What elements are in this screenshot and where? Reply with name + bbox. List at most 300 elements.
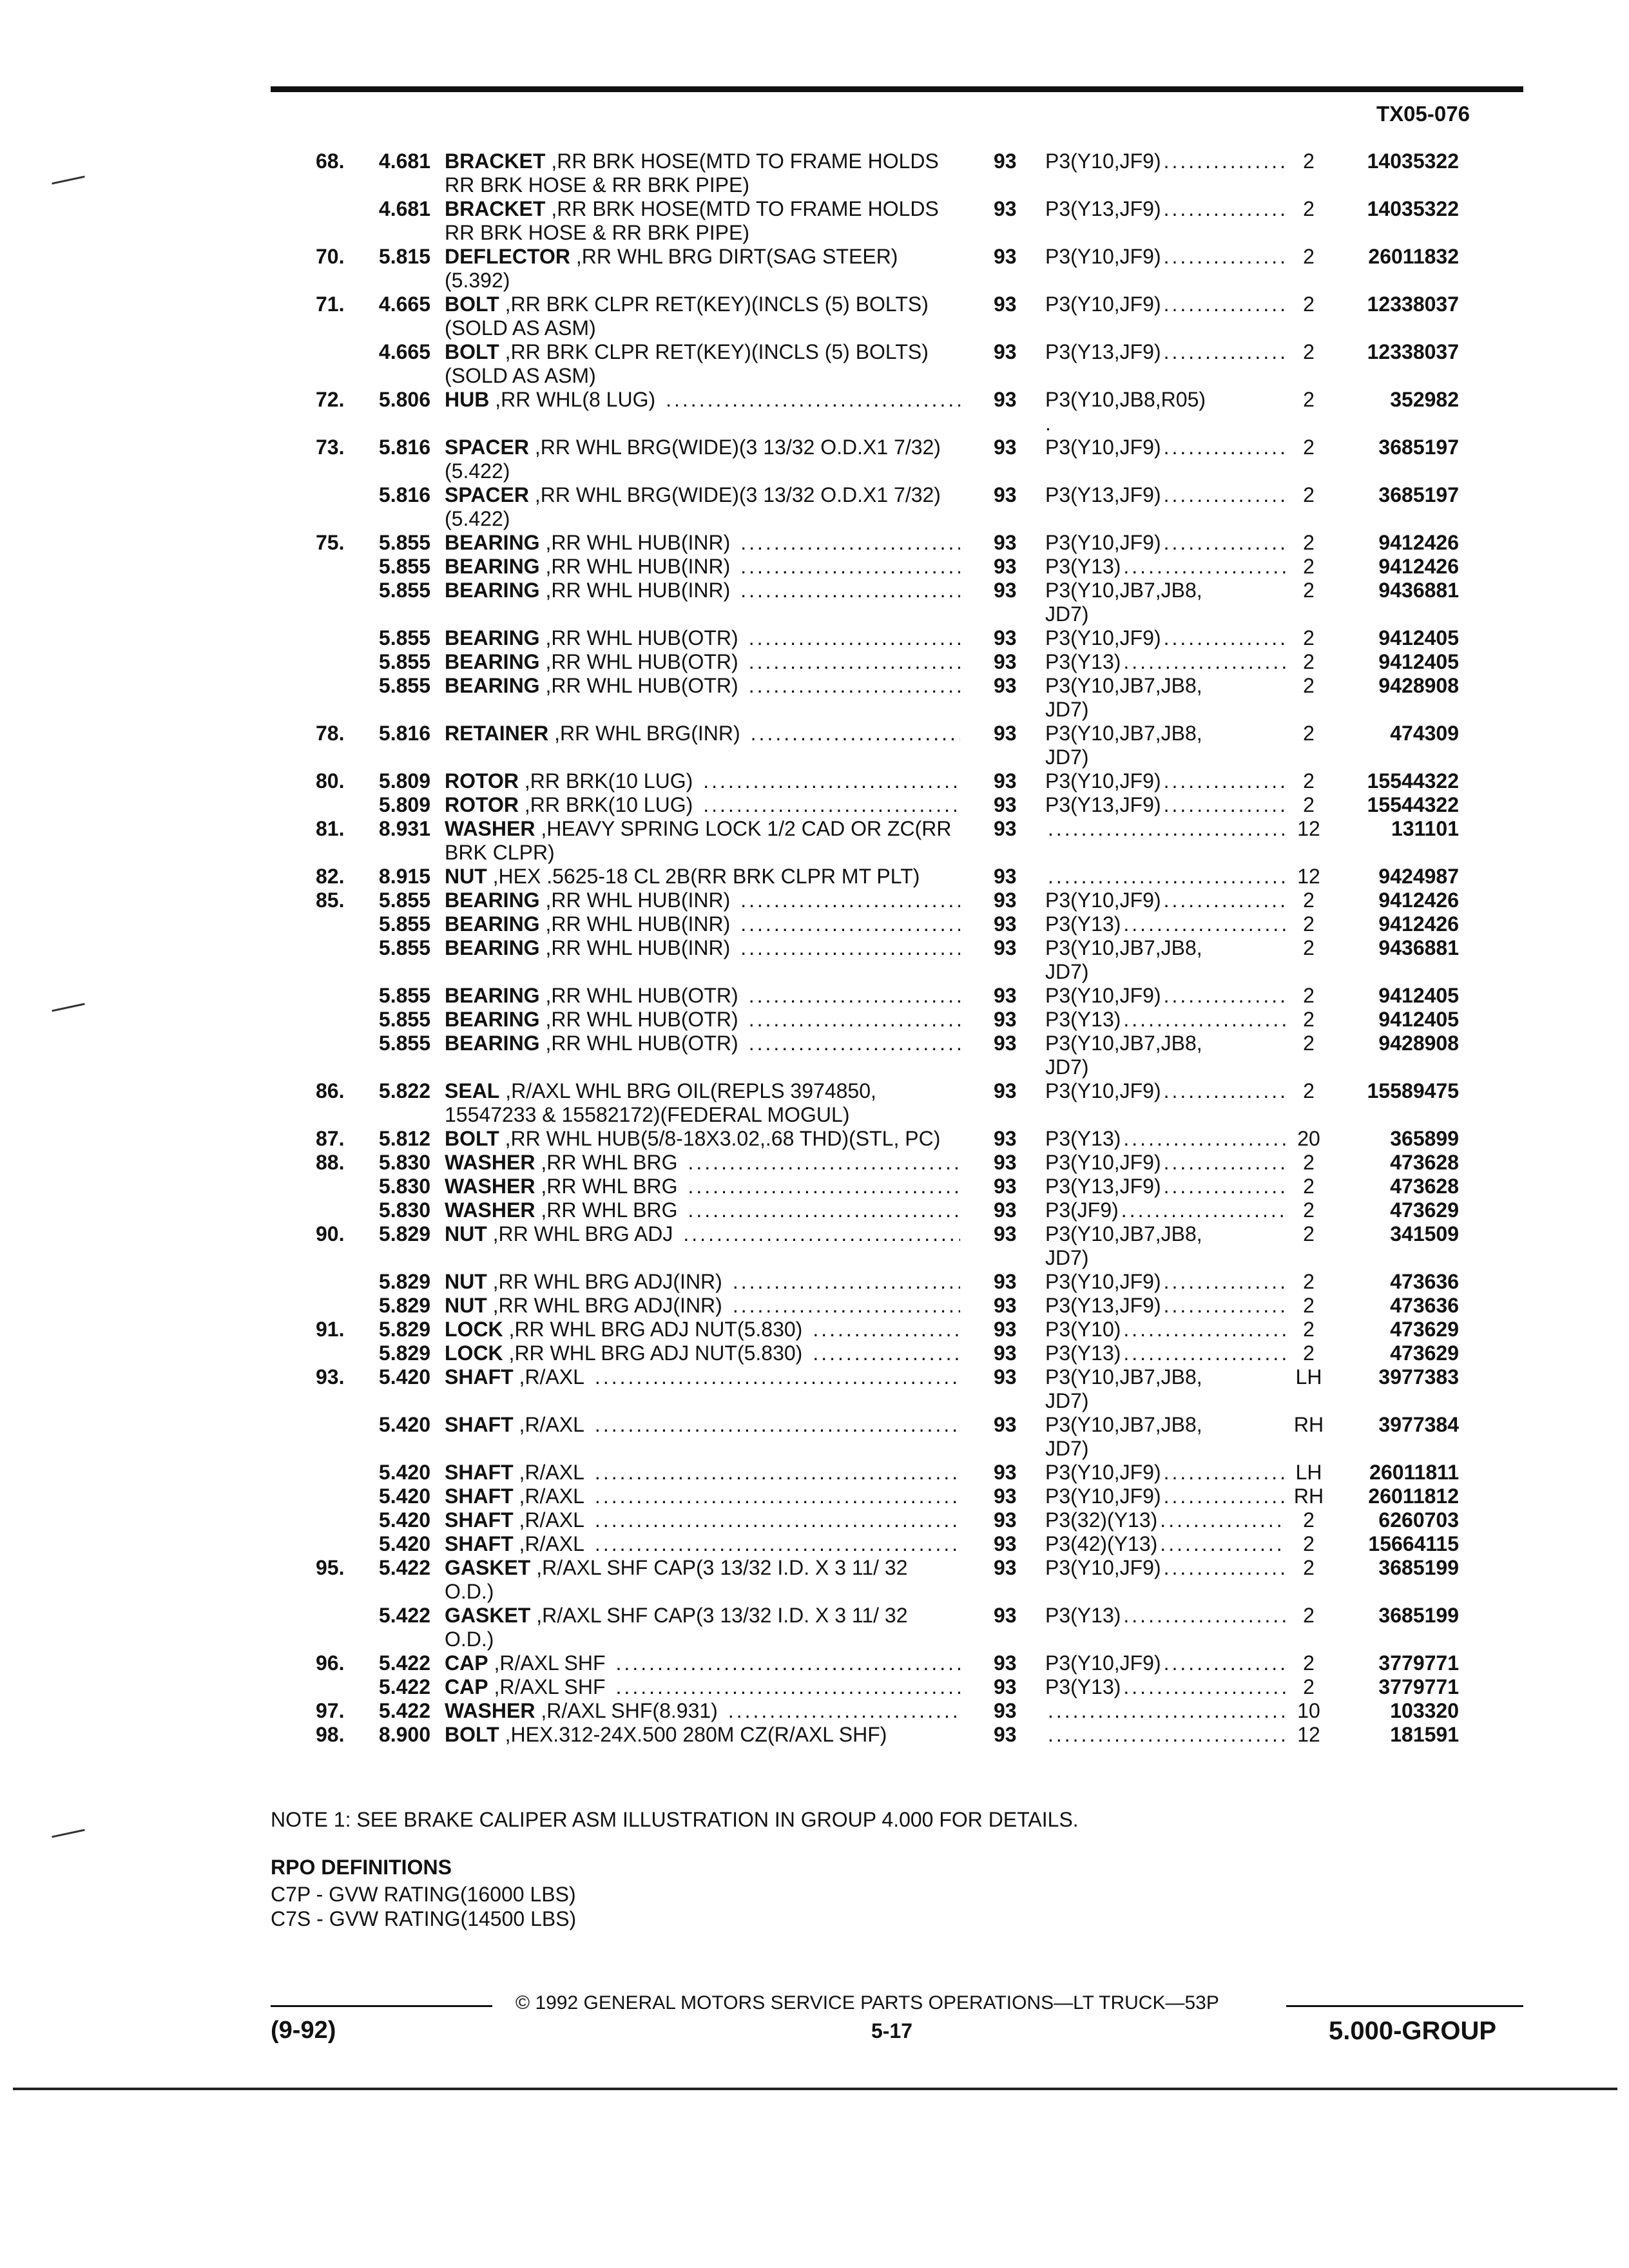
- usage: [1045, 1604, 1286, 1628]
- usage: [1045, 1151, 1286, 1175]
- model-year: 93: [994, 722, 1017, 745]
- group-number: 5.809: [378, 769, 430, 793]
- part-name: WASHER: [445, 1198, 535, 1222]
- parts-row: [271, 912, 1523, 936]
- usage: [1045, 1485, 1286, 1508]
- part-detail: ,R/AXL: [513, 1532, 584, 1555]
- description: [445, 1008, 994, 1032]
- usage: [1045, 436, 1286, 459]
- model-year: 93: [994, 1222, 1017, 1245]
- bottom-rule: [13, 2088, 1617, 2090]
- model-year: 93: [994, 1485, 1017, 1508]
- leader-dots: [1164, 483, 1286, 507]
- model-year: 93: [994, 626, 1017, 649]
- description: [445, 936, 994, 960]
- leader-dots: [1164, 793, 1286, 817]
- leader-dots: [728, 1699, 960, 1723]
- quantity: 2: [1303, 889, 1315, 912]
- leader-dots: [1164, 1270, 1286, 1294]
- description: [445, 1222, 994, 1246]
- item-number: 97.: [316, 1699, 345, 1722]
- quantity: 2: [1303, 293, 1315, 316]
- usage-code: P3(Y10,JF9): [1045, 1079, 1161, 1102]
- quantity: 2: [1303, 1032, 1315, 1055]
- leader-dots: [1048, 1699, 1286, 1723]
- description: [445, 674, 994, 698]
- quantity: 2: [1303, 1556, 1315, 1579]
- part-name: WASHER: [445, 817, 535, 840]
- usage: [1045, 1270, 1286, 1294]
- model-year: 93: [994, 1413, 1017, 1436]
- leader-dots: [1164, 1151, 1286, 1175]
- part-detail: ,R/AXL WHL BRG OIL(REPLS 3974850, 15547233 & 15582172)(FEDERAL MOGUL): [445, 1079, 876, 1126]
- part-number: 9412405: [1378, 626, 1459, 649]
- quantity: 2: [1303, 245, 1315, 268]
- part-number: 14035322: [1367, 149, 1459, 173]
- part-number: 9436881: [1378, 936, 1459, 959]
- part-detail: ,RR WHL HUB(INR): [539, 889, 731, 912]
- usage-code: P3(32)(Y13): [1045, 1508, 1158, 1532]
- group-number: 5.855: [378, 531, 430, 554]
- usage-code: P3(Y10,JF9): [1045, 1556, 1161, 1579]
- model-year: 93: [994, 865, 1017, 888]
- item-number: 75.: [316, 531, 345, 554]
- group-number: 5.855: [378, 674, 430, 697]
- usage: [1045, 531, 1286, 555]
- usage-code: P3(Y10,JF9): [1045, 1270, 1161, 1293]
- part-name: SHAFT: [445, 1413, 514, 1436]
- description: [445, 865, 994, 889]
- usage-code: P3(Y13): [1045, 555, 1121, 578]
- part-detail: ,RR WHL HUB(OTR): [539, 626, 738, 649]
- group-number: 5.855: [378, 555, 430, 578]
- parts-row: [271, 436, 1523, 483]
- parts-row: [271, 1532, 1523, 1556]
- parts-row: [271, 1485, 1523, 1508]
- leader-dots: [1164, 1485, 1286, 1508]
- model-year: 93: [994, 531, 1017, 554]
- part-detail: ,RR WHL HUB(INR): [539, 531, 731, 554]
- usage: [1045, 1651, 1286, 1675]
- quantity: 2: [1303, 1508, 1315, 1532]
- quantity: 2: [1303, 912, 1315, 936]
- quantity: 2: [1303, 1318, 1315, 1341]
- quantity: 2: [1303, 1651, 1315, 1675]
- leader-dots: [1123, 1318, 1286, 1341]
- part-number: 15589475: [1367, 1079, 1459, 1102]
- usage-code: P3(Y10,JF9): [1045, 1485, 1161, 1508]
- quantity: 2: [1303, 650, 1315, 673]
- quantity: 2: [1303, 579, 1315, 602]
- description: [445, 293, 994, 340]
- description: [445, 1365, 994, 1389]
- description: [445, 1675, 994, 1699]
- description: [445, 626, 994, 650]
- usage-code: P3(Y10,JF9): [1045, 293, 1161, 316]
- part-name: BEARING: [445, 555, 540, 578]
- description: [445, 1151, 994, 1175]
- group-number: 5.830: [378, 1151, 430, 1174]
- parts-row: [271, 722, 1523, 769]
- usage: [1045, 817, 1286, 841]
- leader-dots: [1164, 1079, 1286, 1103]
- group-number: 5.420: [378, 1532, 430, 1555]
- model-year: 93: [994, 1008, 1017, 1031]
- part-detail: ,RR WHL HUB(INR): [539, 936, 731, 959]
- model-year: 93: [994, 817, 1017, 840]
- part-detail: ,RR BRK HOSE(MTD TO FRAME HOLDS RR BRK HOSE & RR BRK PIPE): [445, 197, 939, 244]
- part-name: BOLT: [445, 1723, 499, 1746]
- parts-row: [271, 1294, 1523, 1318]
- group-number: 5.855: [378, 1008, 430, 1031]
- usage: [1045, 889, 1286, 912]
- part-name: BOLT: [445, 1127, 499, 1150]
- part-number: 341509: [1390, 1222, 1459, 1245]
- item-number: 98.: [316, 1723, 345, 1746]
- part-detail: ,RR WHL BRG: [535, 1198, 678, 1222]
- usage: [1045, 1198, 1286, 1222]
- usage: [1045, 1079, 1286, 1103]
- model-year: 93: [994, 793, 1017, 816]
- parts-row: [271, 1675, 1523, 1699]
- usage: [1045, 865, 1286, 889]
- part-name: ROTOR: [445, 769, 519, 793]
- description: [445, 531, 994, 555]
- top-rule: [271, 86, 1523, 92]
- part-name: WASHER: [445, 1151, 535, 1174]
- part-name: NUT: [445, 865, 487, 888]
- quantity: 2: [1303, 769, 1315, 793]
- part-name: SEAL: [445, 1079, 500, 1102]
- usage: [1045, 1675, 1286, 1699]
- description: [445, 1723, 994, 1747]
- part-number: 12338037: [1367, 340, 1459, 363]
- item-number: 90.: [316, 1222, 345, 1245]
- usage-code: P3(Y10,JB7,JB8, JD7): [1045, 674, 1202, 721]
- usage: [1045, 245, 1286, 269]
- model-year: 93: [994, 1198, 1017, 1222]
- group-number: 5.822: [378, 1079, 430, 1102]
- usage-code: P3(Y10,JF9): [1045, 1461, 1161, 1484]
- model-year: 93: [994, 388, 1017, 411]
- model-year: 93: [994, 436, 1017, 459]
- part-number: 473629: [1390, 1318, 1459, 1341]
- leader-dots: [1164, 1556, 1286, 1580]
- part-name: GASKET: [445, 1604, 531, 1627]
- usage: [1045, 769, 1286, 793]
- usage-code: P3(Y13,JF9): [1045, 1294, 1161, 1317]
- model-year: 93: [994, 674, 1017, 697]
- model-year: 93: [994, 245, 1017, 268]
- leader-dots: [1164, 197, 1286, 221]
- item-number: 93.: [316, 1365, 345, 1389]
- usage: [1045, 722, 1286, 769]
- parts-row: [271, 1175, 1523, 1198]
- model-year: 93: [994, 340, 1017, 363]
- group-label: 5.000-GROUP: [1329, 2017, 1497, 2045]
- usage-code: P3(Y10,JF9): [1045, 984, 1161, 1007]
- part-name: CAP: [445, 1675, 488, 1698]
- part-detail: ,RR WHL HUB(INR): [539, 555, 731, 578]
- part-name: RETAINER: [445, 722, 549, 745]
- revision-date: (9-92): [271, 2017, 336, 2044]
- parts-row: [271, 1699, 1523, 1723]
- item-number: 82.: [316, 865, 345, 888]
- leader-dots: [1123, 912, 1286, 936]
- parts-row: [271, 626, 1523, 650]
- part-number: 3685199: [1378, 1556, 1459, 1579]
- parts-row: [271, 1151, 1523, 1175]
- part-number: 352982: [1390, 388, 1459, 411]
- usage-code: P3(Y13,JF9): [1045, 340, 1161, 363]
- usage-code: P3(42)(Y13): [1045, 1532, 1158, 1555]
- quantity: 2: [1303, 149, 1315, 173]
- leader-dots: [749, 1032, 960, 1055]
- part-detail: ,RR WHL BRG ADJ NUT(5.830): [503, 1318, 803, 1341]
- item-number: 91.: [316, 1318, 345, 1341]
- group-number: 5.420: [378, 1508, 430, 1532]
- group-number: 5.422: [378, 1651, 430, 1675]
- leader-dots: [1048, 817, 1286, 841]
- description: [445, 769, 994, 793]
- leader-dots: [1123, 1008, 1286, 1032]
- part-number: 9412426: [1378, 889, 1459, 912]
- usage-code: P3(Y13): [1045, 1675, 1121, 1698]
- leader-dots: [749, 626, 960, 650]
- part-detail: ,HEAVY SPRING LOCK 1/2 CAD OR ZC(RR BRK CLPR): [445, 817, 952, 864]
- part-detail: ,RR WHL BRG(WIDE)(3 13/32 O.D.X1 7/32)(5.422): [445, 436, 941, 483]
- leader-dots: [733, 1270, 960, 1294]
- part-number: 12338037: [1367, 293, 1459, 316]
- item-number: 85.: [316, 889, 345, 912]
- part-detail: ,RR WHL(8 LUG): [489, 388, 656, 411]
- parts-row: [271, 579, 1523, 626]
- parts-row: [271, 1461, 1523, 1485]
- leader-dots: [1160, 1508, 1286, 1532]
- parts-row: [271, 889, 1523, 912]
- part-number: 9412405: [1378, 1008, 1459, 1031]
- leader-dots: [1123, 650, 1286, 674]
- group-number: 5.829: [378, 1294, 430, 1317]
- part-number: 131101: [1391, 817, 1459, 840]
- leader-dots: [1123, 1675, 1286, 1699]
- leader-dots: [595, 1508, 960, 1532]
- group-number: 5.806: [378, 388, 430, 411]
- parts-row: [271, 197, 1523, 245]
- leader-dots: [1164, 626, 1286, 650]
- part-number: 3977383: [1378, 1365, 1459, 1389]
- quantity: 2: [1303, 793, 1315, 816]
- part-number: 3779771: [1378, 1651, 1459, 1675]
- usage-code: P3(Y10,JF9): [1045, 245, 1161, 268]
- group-number: 5.855: [378, 579, 430, 602]
- group-number: 5.420: [378, 1413, 430, 1436]
- part-detail: ,RR BRK(10 LUG): [518, 769, 693, 793]
- part-name: ROTOR: [445, 793, 519, 816]
- quantity: 2: [1303, 722, 1315, 745]
- usage: [1045, 936, 1286, 984]
- group-number: 5.816: [378, 722, 430, 745]
- part-name: BEARING: [445, 674, 540, 697]
- part-number: 365899: [1390, 1127, 1459, 1150]
- part-number: 9412426: [1378, 555, 1459, 578]
- part-detail: ,R/AXL SHF CAP(3 13/32 I.D. X 3 11/ 32 O.D.): [445, 1604, 908, 1651]
- parts-table: [271, 149, 1523, 1747]
- group-number: 5.420: [378, 1461, 430, 1484]
- item-number: 68.: [316, 149, 345, 173]
- description: [445, 1079, 994, 1127]
- leader-dots: [813, 1341, 960, 1365]
- usage-code: P3(Y10,JF9): [1045, 769, 1161, 793]
- parts-row: [271, 817, 1523, 865]
- quantity: 12: [1297, 865, 1320, 888]
- description: [445, 1699, 994, 1723]
- parts-row: [271, 1222, 1523, 1270]
- part-number: 15544322: [1367, 793, 1459, 816]
- usage-code: P3(Y13,JF9): [1045, 483, 1161, 506]
- parts-row: [271, 388, 1523, 436]
- usage-code: P3(Y10,JF9): [1045, 626, 1161, 649]
- parts-row: [271, 769, 1523, 793]
- model-year: 93: [994, 650, 1017, 673]
- item-number: 72.: [316, 388, 345, 411]
- part-name: BEARING: [445, 626, 540, 649]
- quantity: 2: [1303, 197, 1315, 220]
- leader-dots: [1164, 531, 1286, 555]
- leader-dots: [1123, 555, 1286, 579]
- usage: [1045, 1556, 1286, 1580]
- group-number: 5.816: [378, 436, 430, 459]
- usage-code: P3(Y10,JB7,JB8, JD7): [1045, 936, 1202, 983]
- description: [445, 889, 994, 912]
- model-year: 93: [994, 1270, 1017, 1293]
- part-name: SPACER: [445, 436, 529, 459]
- usage: [1045, 1127, 1286, 1151]
- parts-row: [271, 340, 1523, 388]
- description: [445, 1556, 994, 1604]
- copyright: © 1992 GENERAL MOTORS SERVICE PARTS OPERATIONS—LT TRUCK—53P: [516, 1992, 1219, 2013]
- group-number: 5.855: [378, 912, 430, 936]
- margin-mark: [52, 176, 84, 185]
- item-number: 86.: [316, 1079, 345, 1102]
- part-detail: ,RR BRK(10 LUG): [518, 793, 693, 816]
- group-number: 8.900: [378, 1723, 430, 1746]
- part-name: SHAFT: [445, 1365, 514, 1389]
- part-number: 6260703: [1378, 1508, 1459, 1532]
- leader-dots: [740, 889, 960, 912]
- quantity: LH: [1295, 1461, 1322, 1484]
- leader-dots: [1164, 245, 1286, 269]
- parts-row: [271, 1341, 1523, 1365]
- description: [445, 483, 994, 531]
- part-name: BRACKET: [445, 197, 546, 220]
- leader-dots: [1164, 340, 1286, 364]
- parts-row: [271, 149, 1523, 197]
- quantity: 2: [1303, 1079, 1315, 1102]
- part-number: 473628: [1390, 1175, 1459, 1198]
- model-year: 93: [994, 1604, 1017, 1627]
- description: [445, 722, 994, 745]
- parts-row: [271, 1556, 1523, 1604]
- description: [445, 436, 994, 483]
- part-number: 9412426: [1378, 531, 1459, 554]
- parts-row: [271, 555, 1523, 579]
- item-number: 96.: [316, 1651, 345, 1675]
- group-number: 5.855: [378, 936, 430, 959]
- model-year: 93: [994, 1175, 1017, 1198]
- group-number: 5.829: [378, 1318, 430, 1341]
- usage: [1045, 293, 1286, 316]
- part-number: 3685199: [1378, 1604, 1459, 1627]
- usage-code: P3(Y10,JF9): [1045, 1151, 1161, 1174]
- usage: [1045, 1699, 1286, 1723]
- description: [445, 1198, 994, 1222]
- usage-code: P3(Y10,JB7,JB8, JD7): [1045, 1413, 1202, 1460]
- leader-dots: [1048, 865, 1286, 889]
- description: [445, 1032, 994, 1055]
- margin-mark: [52, 1003, 84, 1012]
- part-name: GASKET: [445, 1556, 531, 1579]
- quantity: 2: [1303, 626, 1315, 649]
- usage: [1045, 793, 1286, 817]
- leader-dots: [1048, 1723, 1286, 1747]
- part-detail: ,R/AXL: [513, 1508, 584, 1532]
- part-name: BEARING: [445, 579, 540, 602]
- usage: [1045, 674, 1286, 722]
- leader-dots: [688, 1175, 961, 1198]
- usage: [1045, 1294, 1286, 1318]
- parts-row: [271, 674, 1523, 722]
- description: [445, 650, 994, 674]
- quantity: 2: [1303, 388, 1315, 411]
- usage: [1045, 650, 1286, 674]
- leader-dots: [1160, 1532, 1286, 1556]
- parts-row: [271, 1508, 1523, 1532]
- part-detail: ,R/AXL: [513, 1365, 584, 1389]
- part-number: 473629: [1390, 1341, 1459, 1365]
- description: [445, 1175, 994, 1198]
- part-number: 15664115: [1368, 1532, 1459, 1555]
- leader-dots: [1164, 769, 1286, 793]
- parts-row: [271, 1198, 1523, 1222]
- leader-dots: [813, 1318, 960, 1341]
- leader-dots: [1164, 1175, 1286, 1198]
- part-detail: ,RR BRK HOSE(MTD TO FRAME HOLDS RR BRK HOSE & RR BRK PIPE): [445, 149, 939, 197]
- usage-code: P3(Y13): [1045, 1008, 1121, 1031]
- leader-dots: [703, 769, 960, 793]
- part-name: SHAFT: [445, 1461, 514, 1484]
- model-year: 93: [994, 936, 1017, 959]
- model-year: 93: [994, 889, 1017, 912]
- description: [445, 1413, 994, 1437]
- part-detail: ,R/AXL: [513, 1485, 584, 1508]
- parts-row: [271, 1723, 1523, 1747]
- leader-dots: [740, 555, 960, 579]
- usage: [1045, 1508, 1286, 1532]
- usage: [1045, 1461, 1286, 1485]
- parts-row: [271, 245, 1523, 293]
- group-number: 5.422: [378, 1604, 430, 1627]
- group-number: 5.422: [378, 1699, 430, 1722]
- model-year: 93: [994, 1341, 1017, 1365]
- leader-dots: [1164, 1461, 1286, 1485]
- part-name: BEARING: [445, 889, 540, 912]
- usage: [1045, 1318, 1286, 1341]
- part-number: 3977384: [1378, 1413, 1459, 1436]
- quantity: 12: [1297, 817, 1320, 840]
- leader-dots: [683, 1222, 960, 1246]
- leader-dots: [1121, 1198, 1286, 1222]
